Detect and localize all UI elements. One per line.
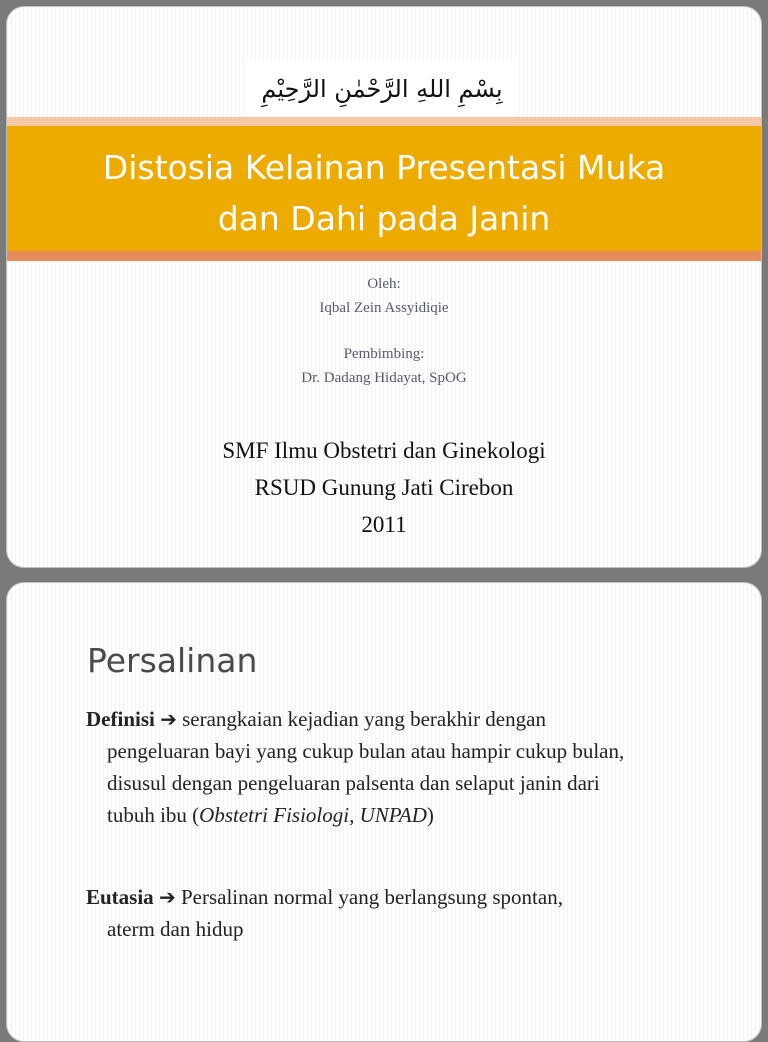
bismillah-text: بِسْمِ اللهِ الرَّحْمٰنِ الرَّحِيْمِ — [261, 75, 503, 103]
slide-title-line2: dan Dahi pada Janin — [217, 199, 551, 238]
by-label: Oleh: — [367, 276, 401, 292]
bismillah-calligraphy — [247, 59, 517, 115]
definition-paragraph — [86, 703, 726, 831]
title-band-accent-bottom — [7, 251, 761, 261]
eutasia-line2: aterm dan hidup — [107, 917, 244, 941]
right-arrow-icon: ➔ — [160, 707, 177, 731]
title-slide — [6, 6, 762, 568]
definition-line2: pengeluaran bayi yang cukup bulan atau hampir cukup bulan, — [107, 739, 625, 763]
eutasia-paragraph — [86, 881, 726, 945]
author-name: Iqbal Zein Assyidiqie — [319, 300, 449, 316]
advisor-name: Dr. Dadang Hidayat, SpOG — [301, 370, 467, 386]
year: 2011 — [361, 512, 407, 537]
institution-block — [7, 432, 761, 543]
slide-title — [7, 142, 761, 244]
slide-title-line1: Distosia Kelainan Presentasi Muka — [102, 148, 666, 187]
content-slide-title: Persalinan — [87, 641, 258, 680]
definition-term: Definisi — [86, 707, 155, 731]
author-block — [7, 272, 761, 390]
definition-line3: disusul dengan pengeluaran palsenta dan selaput janin dari — [107, 771, 600, 795]
hospital-name: RSUD Gunung Jati Cirebon — [254, 475, 514, 500]
content-slide — [6, 582, 762, 1042]
title-band-accent-top — [7, 117, 761, 126]
right-arrow-icon: ➔ — [158, 885, 176, 909]
eutasia-term: Eutasia — [86, 885, 154, 909]
definition-line4: tubuh ibu ( — [107, 803, 200, 827]
eutasia-line1: Persalinan normal yang berlangsung spontan, — [175, 885, 563, 909]
definition-line1: serangkaian kejadian yang berakhir dengan — [176, 707, 546, 731]
definition-line4-end: ) — [426, 803, 434, 827]
department-name: SMF Ilmu Obstetri dan Ginekologi — [222, 438, 546, 463]
advisor-label: Pembimbing: — [343, 346, 425, 362]
definition-citation: Obstetri Fisiologi, UNPAD — [199, 803, 427, 827]
